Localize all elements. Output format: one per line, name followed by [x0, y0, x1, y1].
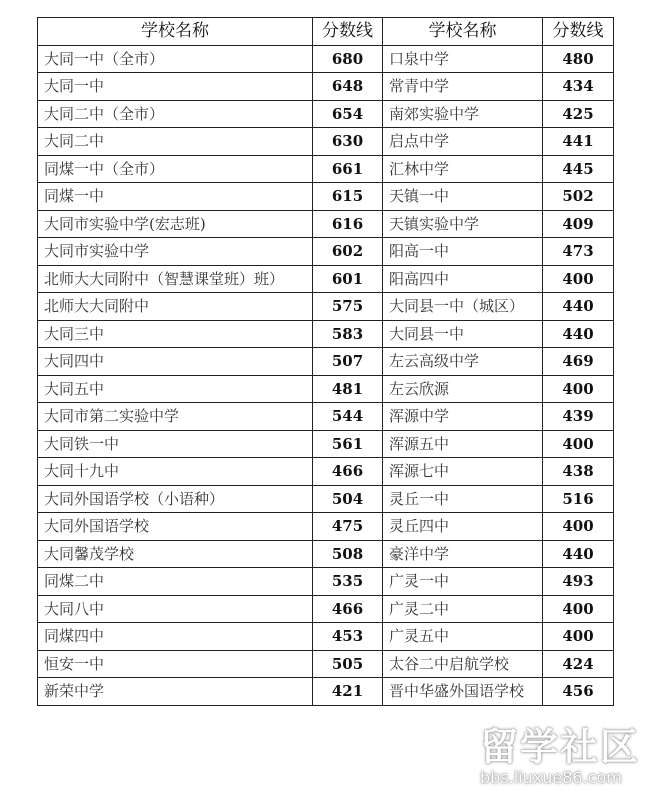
table-row [38, 403, 614, 431]
score-cell: 409 [543, 210, 614, 238]
watermark-url: bbs.liuxue86.com [480, 768, 622, 787]
table-row [38, 320, 614, 348]
score-cell: 661 [313, 155, 383, 183]
school-name-cell: 广灵一中 [383, 568, 543, 596]
score-cell: 400 [543, 595, 614, 623]
score-cell: 441 [543, 128, 614, 156]
score-cell: 456 [543, 678, 614, 706]
score-cell: 630 [313, 128, 383, 156]
score-cell: 648 [313, 73, 383, 101]
table-row [38, 595, 614, 623]
school-name-cell: 大同二中 [38, 128, 313, 156]
school-name-cell: 常青中学 [383, 73, 543, 101]
school-name-cell: 阳高四中 [383, 265, 543, 293]
school-name-cell: 北师大大同附中 [38, 293, 313, 321]
score-cell: 544 [313, 403, 383, 431]
score-cell: 502 [543, 183, 614, 211]
school-name-cell: 启点中学 [383, 128, 543, 156]
table-row [38, 678, 614, 706]
score-cell: 602 [313, 238, 383, 266]
score-cell: 400 [543, 375, 614, 403]
school-name-cell: 大同铁一中 [38, 430, 313, 458]
score-cell: 616 [313, 210, 383, 238]
table-row [38, 650, 614, 678]
table-row [38, 265, 614, 293]
table-row [38, 238, 614, 266]
score-cell: 473 [543, 238, 614, 266]
score-cell: 480 [543, 45, 614, 73]
school-name-cell: 大同县一中 [383, 320, 543, 348]
score-cell: 445 [543, 155, 614, 183]
score-cell: 469 [543, 348, 614, 376]
school-name-cell: 大同五中 [38, 375, 313, 403]
score-cell: 508 [313, 540, 383, 568]
table-row [38, 73, 614, 101]
school-name-cell: 大同十九中 [38, 458, 313, 486]
school-name-cell: 阳高一中 [383, 238, 543, 266]
score-cell: 481 [313, 375, 383, 403]
table-row [38, 210, 614, 238]
school-name-cell: 大同八中 [38, 595, 313, 623]
score-cell: 466 [313, 595, 383, 623]
watermark [480, 726, 640, 788]
school-name-cell: 北师大大同附中（智慧课堂班）班） [38, 265, 313, 293]
table-row [38, 128, 614, 156]
school-name-cell: 大同三中 [38, 320, 313, 348]
school-name-cell: 大同市实验中学(宏志班) [38, 210, 313, 238]
school-name-cell: 口泉中学 [383, 45, 543, 73]
table-row [38, 485, 614, 513]
school-name-cell: 浑源七中 [383, 458, 543, 486]
score-cell: 400 [543, 265, 614, 293]
score-cell: 400 [543, 623, 614, 651]
score-cell: 601 [313, 265, 383, 293]
school-name-cell: 广灵五中 [383, 623, 543, 651]
school-name-cell: 天镇实验中学 [383, 210, 543, 238]
score-cell: 439 [543, 403, 614, 431]
score-cell: 434 [543, 73, 614, 101]
table-row [38, 623, 614, 651]
score-cell: 400 [543, 513, 614, 541]
score-cell: 535 [313, 568, 383, 596]
table-row [38, 348, 614, 376]
table-row [38, 513, 614, 541]
school-name-cell: 同煤二中 [38, 568, 313, 596]
score-cell: 440 [543, 293, 614, 321]
school-name-cell: 灵丘四中 [383, 513, 543, 541]
school-name-cell: 天镇一中 [383, 183, 543, 211]
score-cell: 453 [313, 623, 383, 651]
school-name-cell: 大同县一中（城区） [383, 293, 543, 321]
score-cell: 516 [543, 485, 614, 513]
table-row [38, 458, 614, 486]
score-cell: 680 [313, 45, 383, 73]
score-cell: 440 [543, 320, 614, 348]
school-name-cell: 左云欣源 [383, 375, 543, 403]
score-cell: 654 [313, 100, 383, 128]
score-cell: 466 [313, 458, 383, 486]
table-row [38, 540, 614, 568]
table-row [38, 293, 614, 321]
school-name-cell: 大同市第二实验中学 [38, 403, 313, 431]
school-name-cell: 大同外国语学校（小语种） [38, 485, 313, 513]
table-row [38, 375, 614, 403]
score-cell: 400 [543, 430, 614, 458]
score-cell: 438 [543, 458, 614, 486]
score-cell: 424 [543, 650, 614, 678]
school-name-cell: 左云高级中学 [383, 348, 543, 376]
school-name-cell: 灵丘一中 [383, 485, 543, 513]
table-row [38, 183, 614, 211]
score-cell: 440 [543, 540, 614, 568]
watermark-title: 留学社区 [480, 725, 641, 769]
school-name-cell: 豪洋中学 [383, 540, 543, 568]
school-name-cell: 大同一中 [38, 73, 313, 101]
score-cell: 493 [543, 568, 614, 596]
school-name-cell: 广灵二中 [383, 595, 543, 623]
header-row [38, 18, 614, 46]
score-cell: 505 [313, 650, 383, 678]
school-name-cell: 大同一中（全市） [38, 45, 313, 73]
header-school-name: 学校名称 [383, 18, 543, 46]
score-cell: 421 [313, 678, 383, 706]
school-name-cell: 太谷二中启航学校 [383, 650, 543, 678]
school-name-cell: 大同四中 [38, 348, 313, 376]
school-name-cell: 同煤一中 [38, 183, 313, 211]
school-name-cell: 浑源中学 [383, 403, 543, 431]
header-score: 分数线 [313, 18, 383, 46]
table-row [38, 568, 614, 596]
score-cell: 475 [313, 513, 383, 541]
school-name-cell: 大同馨茂学校 [38, 540, 313, 568]
header-school-name: 学校名称 [38, 18, 313, 46]
school-name-cell: 晋中华盛外国语学校 [383, 678, 543, 706]
school-name-cell: 同煤一中（全市） [38, 155, 313, 183]
score-cell: 561 [313, 430, 383, 458]
school-name-cell: 南郊实验中学 [383, 100, 543, 128]
table-row [38, 100, 614, 128]
table-row [38, 430, 614, 458]
school-name-cell: 恒安一中 [38, 650, 313, 678]
school-name-cell: 汇林中学 [383, 155, 543, 183]
score-table [37, 17, 614, 706]
score-cell: 425 [543, 100, 614, 128]
school-name-cell: 大同二中（全市） [38, 100, 313, 128]
score-cell: 615 [313, 183, 383, 211]
school-name-cell: 新荣中学 [38, 678, 313, 706]
table-row [38, 155, 614, 183]
school-name-cell: 同煤四中 [38, 623, 313, 651]
school-name-cell: 浑源五中 [383, 430, 543, 458]
score-cell: 507 [313, 348, 383, 376]
table-row [38, 45, 614, 73]
header-score: 分数线 [543, 18, 614, 46]
score-cell: 575 [313, 293, 383, 321]
school-name-cell: 大同市实验中学 [38, 238, 313, 266]
school-name-cell: 大同外国语学校 [38, 513, 313, 541]
score-cell: 504 [313, 485, 383, 513]
score-cell: 583 [313, 320, 383, 348]
